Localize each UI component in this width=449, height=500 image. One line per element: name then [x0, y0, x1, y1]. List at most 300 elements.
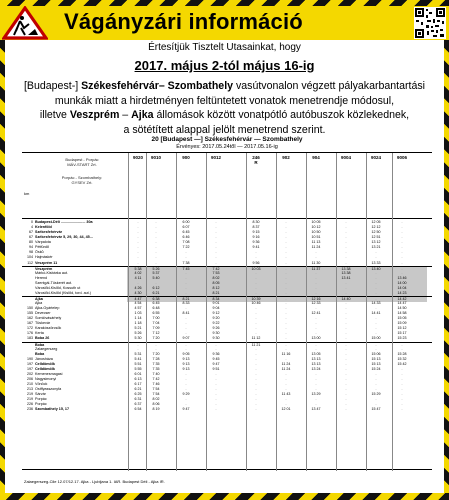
time-cell: .. [401, 266, 403, 271]
time-cell: 14 58 [397, 311, 407, 316]
time-cell: 7 46 [152, 382, 160, 386]
timetable-grid [22, 152, 432, 484]
time-cell: 9 22 [212, 321, 220, 326]
time-cell: 8 33 [182, 301, 190, 305]
time-cell: 5 30 [134, 336, 142, 341]
time-cell: 5 26 [134, 331, 142, 336]
time-cell: 4 26 [134, 285, 142, 290]
time-cell: .. [315, 250, 317, 255]
notice-line1-rest: vasútvonalon végzett pályakarbantartási [233, 80, 426, 92]
time-cell: .. [315, 306, 317, 311]
time-cell: 15 32 [397, 356, 407, 361]
time-cell: 6 17 [134, 382, 142, 386]
time-cell: 12 01 [281, 407, 291, 412]
km-cell: 98 [29, 250, 33, 255]
station-name: Somlóvásárhely [35, 316, 62, 321]
station-name: Tüskevár [35, 321, 51, 326]
time-cell: .. [285, 220, 287, 224]
time-cell: .. [345, 382, 347, 386]
time-cell: .. [375, 326, 377, 331]
column-header [148, 155, 164, 160]
time-cell: .. [345, 342, 347, 347]
timetable-rows [22, 220, 432, 412]
time-cell: 7 40 [152, 371, 160, 376]
hazard-stripe-right [444, 40, 449, 493]
time-cell: .. [345, 225, 347, 230]
time-cell: .. [255, 371, 257, 376]
time-cell: 11 37 [311, 266, 321, 271]
column-header [278, 155, 294, 160]
station-name: Herend [35, 275, 48, 280]
column-header [248, 155, 264, 165]
time-cell: 7 12 [152, 331, 160, 336]
time-cell: .. [255, 407, 257, 412]
time-cell: 11 21 [251, 342, 261, 347]
time-cell: .. [185, 275, 187, 280]
time-cell: .. [215, 245, 217, 250]
time-cell: .. [401, 240, 403, 245]
time-cell: .. [315, 382, 317, 386]
time-cell: .. [285, 245, 287, 250]
time-cell: .. [255, 311, 257, 316]
hazard-stripe-bottom [0, 493, 449, 500]
time-cell: 5 55 [134, 366, 142, 371]
time-cell: .. [285, 387, 287, 392]
time-cell: .. [155, 346, 157, 351]
time-cell: 6 38 [152, 296, 160, 301]
time-cell: .. [255, 331, 257, 336]
time-cell: .. [255, 275, 257, 280]
time-cell: .. [345, 245, 347, 250]
time-cell: .. [137, 342, 139, 347]
time-cell: .. [255, 280, 257, 285]
time-cell: 13 33 [371, 260, 381, 265]
km-cell: 155 [27, 311, 33, 316]
km-cell: 94 [29, 245, 33, 250]
column-header [208, 155, 224, 160]
time-cell: 5 41 [134, 356, 142, 361]
time-cell: 13 40 [371, 266, 381, 271]
time-cell: 13 00 [311, 336, 321, 341]
time-cell: .. [375, 290, 377, 295]
time-cell: .. [185, 270, 187, 275]
time-cell: .. [285, 270, 287, 275]
time-cell: 9 16 [252, 235, 260, 240]
time-cell: .. [315, 255, 317, 260]
km-cell: 190 [27, 356, 33, 361]
station-name: Celldömölk [35, 366, 55, 371]
time-cell: .. [345, 361, 347, 366]
time-cell: .. [375, 402, 377, 407]
time-cell: 13 24 [311, 366, 321, 371]
time-cell: .. [345, 301, 347, 305]
time-cell: 14 41 [371, 311, 381, 316]
time-cell: .. [285, 376, 287, 381]
time-cell: .. [375, 255, 377, 260]
operator-info-1: Budapest - Porpác MÁV-START Zrt. [65, 157, 99, 167]
time-cell: .. [285, 255, 287, 260]
station-name: Pétfürdő [35, 245, 49, 250]
time-cell: 4 57 [134, 306, 142, 311]
time-cell: 10 50 [311, 230, 321, 235]
station-name: Kelenföld [35, 225, 52, 230]
banner [0, 6, 449, 40]
time-cell: .. [345, 366, 347, 371]
time-cell: 14 00 [397, 280, 407, 285]
time-cell: .. [315, 397, 317, 402]
time-cell: .. [315, 342, 317, 347]
time-cell: .. [345, 326, 347, 331]
time-cell: .. [215, 407, 217, 412]
time-cell: .. [137, 346, 139, 351]
time-cell: .. [401, 235, 403, 240]
time-cell: .. [185, 290, 187, 295]
time-cell: .. [185, 306, 187, 311]
time-cell: 6 54 [134, 407, 142, 412]
time-cell: .. [315, 402, 317, 407]
time-cell: 6 01 [134, 371, 142, 376]
km-cell: 172 [27, 326, 33, 331]
time-cell: .. [345, 260, 347, 265]
time-cell: 5 37 [152, 270, 160, 275]
time-cell: 9 36 [212, 351, 220, 356]
time-cell: .. [255, 270, 257, 275]
time-cell: .. [345, 407, 347, 412]
station-name: Celldömölk [35, 361, 55, 366]
time-cell: .. [185, 321, 187, 326]
time-cell: .. [345, 255, 347, 260]
train-number: 9010 [150, 155, 161, 160]
time-cell: .. [155, 342, 157, 347]
time-cell: 15 24 [371, 366, 381, 371]
time-cell: .. [285, 280, 287, 285]
time-cell: .. [345, 321, 347, 326]
time-cell: 9 47 [182, 407, 190, 412]
time-cell: .. [155, 250, 157, 255]
time-cell: 9 20 [212, 316, 220, 321]
time-cell: .. [137, 255, 139, 260]
time-cell: 6 07 [182, 225, 190, 230]
time-cell: .. [155, 225, 157, 230]
notice-line3-prefix: illetve [39, 109, 70, 121]
time-cell: .. [401, 245, 403, 250]
time-cell: 7 53 [212, 270, 220, 275]
time-cell: 6 00 [182, 220, 190, 224]
time-cell: 8 06 [152, 402, 160, 407]
time-cell: .. [137, 250, 139, 255]
time-cell: .. [215, 376, 217, 381]
time-cell: 6 31 [134, 397, 142, 402]
time-cell: .. [345, 240, 347, 245]
time-cell: 5 51 [134, 361, 142, 366]
time-cell: 4 54 [134, 301, 142, 305]
time-cell: .. [137, 280, 139, 285]
time-cell: .. [345, 235, 347, 240]
time-cell: 15 06 [371, 351, 381, 356]
time-cell: 7 38 [182, 260, 190, 265]
notice-body [14, 79, 435, 137]
km-cell: 197 [27, 361, 33, 366]
time-cell: 8 05 [212, 280, 220, 285]
time-cell: .. [401, 392, 403, 397]
station-name: Porpác [35, 402, 47, 407]
time-cell: .. [315, 371, 317, 376]
station-name: Veszprém 11 [35, 260, 58, 265]
time-cell: .. [255, 402, 257, 407]
time-cell: .. [137, 220, 139, 224]
time-cell: .. [215, 382, 217, 386]
time-cell: 13 46 [397, 275, 407, 280]
time-cell: .. [345, 230, 347, 235]
time-cell: .. [285, 371, 287, 376]
time-cell: .. [345, 306, 347, 311]
column-header [368, 155, 384, 160]
time-cell: 13 38 [341, 266, 351, 271]
time-cell: 14 47 [397, 301, 407, 305]
time-cell: .. [285, 336, 287, 341]
time-cell: .. [375, 397, 377, 402]
time-cell: 8 30 [252, 220, 260, 224]
time-cell: 1 03 [134, 311, 142, 316]
time-cell: .. [255, 351, 257, 356]
km-label: km [24, 191, 30, 196]
time-cell: .. [185, 250, 187, 255]
hazard-stripe-left [0, 40, 5, 493]
km-cell: 206 [27, 376, 33, 381]
time-cell: .. [137, 235, 139, 240]
station-name: Szombathely 15, 17 [35, 407, 70, 412]
time-cell: 9 04 [212, 306, 220, 311]
time-cell: 12 51 [371, 235, 381, 240]
time-cell: .. [255, 306, 257, 311]
time-cell: .. [401, 376, 403, 381]
time-cell: 8 02 [212, 275, 220, 280]
time-cell: .. [315, 275, 317, 280]
time-cell: .. [285, 296, 287, 301]
time-cell: .. [255, 290, 257, 295]
time-cell: .. [285, 290, 287, 295]
time-cell: 7 42 [212, 266, 220, 271]
time-cell: 9 45 [212, 356, 220, 361]
time-cell: .. [185, 331, 187, 336]
time-cell: 4 11 [134, 275, 142, 280]
time-cell: .. [285, 230, 287, 235]
time-cell: .. [285, 326, 287, 331]
train-number: 246 R [252, 155, 260, 165]
time-cell: 8 21 [212, 290, 220, 295]
time-cell: .. [375, 346, 377, 351]
train-number: 9012 [210, 155, 221, 160]
time-cell: .. [401, 342, 403, 347]
time-cell: 11 30 [311, 260, 321, 265]
km-cell: 67 [29, 230, 33, 235]
time-cell: 15 05 [397, 316, 407, 321]
time-cell: .. [285, 331, 287, 336]
km-cell: 80 [29, 240, 33, 245]
time-cell: .. [215, 392, 217, 397]
time-cell: .. [315, 331, 317, 336]
time-cell: .. [285, 311, 287, 316]
time-cell: .. [255, 376, 257, 381]
time-cell: .. [285, 346, 287, 351]
time-cell: .. [185, 346, 187, 351]
time-cell: .. [215, 220, 217, 224]
time-cell: .. [315, 270, 317, 275]
time-cell: .. [345, 371, 347, 376]
time-cell: .. [401, 220, 403, 224]
time-cell: 6 25 [134, 392, 142, 397]
station-name: Városlőd-Kislőd, Kossuth ut [35, 285, 81, 290]
time-cell: .. [255, 361, 257, 366]
time-cell: 7 54 [152, 392, 160, 397]
time-cell: 11 13 [311, 240, 321, 245]
time-cell: 15 47 [371, 407, 381, 412]
time-cell: .. [375, 285, 377, 290]
time-cell: .. [401, 382, 403, 386]
time-cell: .. [215, 250, 217, 255]
km-cell: 219 [27, 397, 33, 402]
time-cell: .. [155, 230, 157, 235]
notice-line3-veszprem: Veszprém [69, 109, 120, 121]
km-cell: 67 [29, 235, 33, 240]
time-cell: 14 23 [397, 290, 407, 295]
time-cell: 6 12 [152, 285, 160, 290]
time-cell: .. [285, 240, 287, 245]
station-name: Kemenesmagasi [35, 371, 63, 376]
time-cell: 15 29 [371, 392, 381, 397]
station-name: Boba [35, 351, 45, 356]
time-cell: .. [401, 260, 403, 265]
time-cell: .. [375, 342, 377, 347]
time-cell: .. [185, 280, 187, 285]
notice-intro: Értesítjük Tisztelt Utasainkat, hogy [148, 42, 301, 53]
time-cell: .. [401, 270, 403, 275]
time-cell: .. [375, 382, 377, 386]
time-cell: .. [215, 371, 217, 376]
time-cell: .. [315, 316, 317, 321]
column-header [338, 155, 354, 160]
station-name: Budapest-Déli ........................ 30a [35, 220, 93, 224]
station-name: Karakószörcsök [35, 326, 62, 331]
km-cell: 4 [31, 225, 33, 230]
time-cell: 7 09 [152, 326, 160, 331]
time-cell: .. [215, 260, 217, 265]
station-name: Ajka [35, 301, 43, 305]
time-cell: .. [255, 316, 257, 321]
time-cell: 5 38 [134, 266, 142, 271]
time-cell: .. [155, 245, 157, 250]
km-cell: 176 [27, 331, 33, 336]
time-cell: 9 47 [212, 361, 220, 366]
time-cell: 7 00 [152, 316, 160, 321]
time-cell: 11 16 [281, 351, 291, 356]
time-cell: .. [255, 382, 257, 386]
time-cell: .. [345, 331, 347, 336]
time-cell: .. [185, 342, 187, 347]
notice-line4: a sötétített alappal jelölt menetrend szerint. [123, 123, 326, 136]
time-cell: .. [137, 225, 139, 230]
time-cell: .. [185, 326, 187, 331]
time-cell: .. [155, 280, 157, 285]
time-cell: .. [285, 275, 287, 280]
time-cell: 13 13 [311, 356, 321, 361]
time-cell: .. [375, 316, 377, 321]
station-name: Ajka [35, 296, 43, 301]
time-cell: 12 50 [371, 230, 381, 235]
operator-info-2: Porpác - Szombathely: GYSEV Zrt. [61, 175, 103, 185]
time-cell: 14 40 [341, 296, 351, 301]
timetable [22, 136, 432, 484]
time-cell: 7 20 [152, 336, 160, 341]
time-cell: 12 12 [371, 225, 381, 230]
km-cell: 183 [27, 336, 33, 341]
station-name: Boba 26 [35, 336, 50, 341]
time-cell: 12 33 [311, 301, 321, 305]
time-cell: 12 41 [311, 311, 321, 316]
notice-line1-route: Székesfehérvár– Szombathely [81, 80, 234, 92]
time-cell: 6 21 [134, 387, 142, 392]
time-cell: 4 02 [134, 270, 142, 275]
time-cell: 11 24 [281, 366, 291, 371]
station-name: Várpalota [35, 240, 51, 245]
time-cell: 4 30 [134, 290, 142, 295]
time-cell: .. [215, 240, 217, 245]
station-name: Porpác [35, 397, 47, 402]
time-cell: 9 12 [212, 311, 220, 316]
time-cell: .. [375, 321, 377, 326]
timetable-validity: Érvényes: 2017.05.24től — 2017.05.16-ig [176, 144, 278, 150]
time-cell: 9 56 [252, 260, 260, 265]
qr-code-icon [414, 7, 446, 39]
time-cell: .. [285, 266, 287, 271]
station-name: Székesfehérvár 5, 29, 30, 44, 45... [35, 235, 93, 240]
time-cell: .. [315, 376, 317, 381]
time-cell: .. [401, 397, 403, 402]
time-cell: .. [215, 397, 217, 402]
time-cell: 15 09 [397, 321, 407, 326]
time-cell: .. [345, 250, 347, 255]
time-cell: .. [185, 382, 187, 386]
time-cell: .. [255, 397, 257, 402]
time-cell: .. [315, 280, 317, 285]
time-cell: 15 13 [371, 356, 381, 361]
time-cell: .. [375, 275, 377, 280]
time-cell: 11 43 [281, 392, 291, 397]
time-cell: 7 45 [182, 266, 190, 271]
time-cell: .. [215, 342, 217, 347]
time-cell: .. [285, 225, 287, 230]
km-cell: 213 [27, 387, 33, 392]
time-cell: .. [401, 407, 403, 412]
km-cell: 202 [27, 371, 33, 376]
train-number: 904 [312, 155, 320, 160]
time-cell: 15 13 [371, 361, 381, 366]
time-cell: .. [345, 311, 347, 316]
time-cell: 8 19 [152, 407, 160, 412]
time-cell: 14 04 [397, 285, 407, 290]
time-cell: .. [155, 240, 157, 245]
station-name: Nagysimonyi [35, 376, 57, 381]
time-cell: .. [185, 316, 187, 321]
time-cell: 1 18 [134, 321, 142, 326]
column-header [130, 155, 146, 160]
train-number: 902 [282, 155, 290, 160]
time-cell: .. [345, 316, 347, 321]
time-cell: .. [401, 402, 403, 407]
notice-line1-prefix: [Budapest-] [23, 80, 82, 92]
time-cell: .. [155, 255, 157, 260]
time-cell: 1 14 [134, 316, 142, 321]
